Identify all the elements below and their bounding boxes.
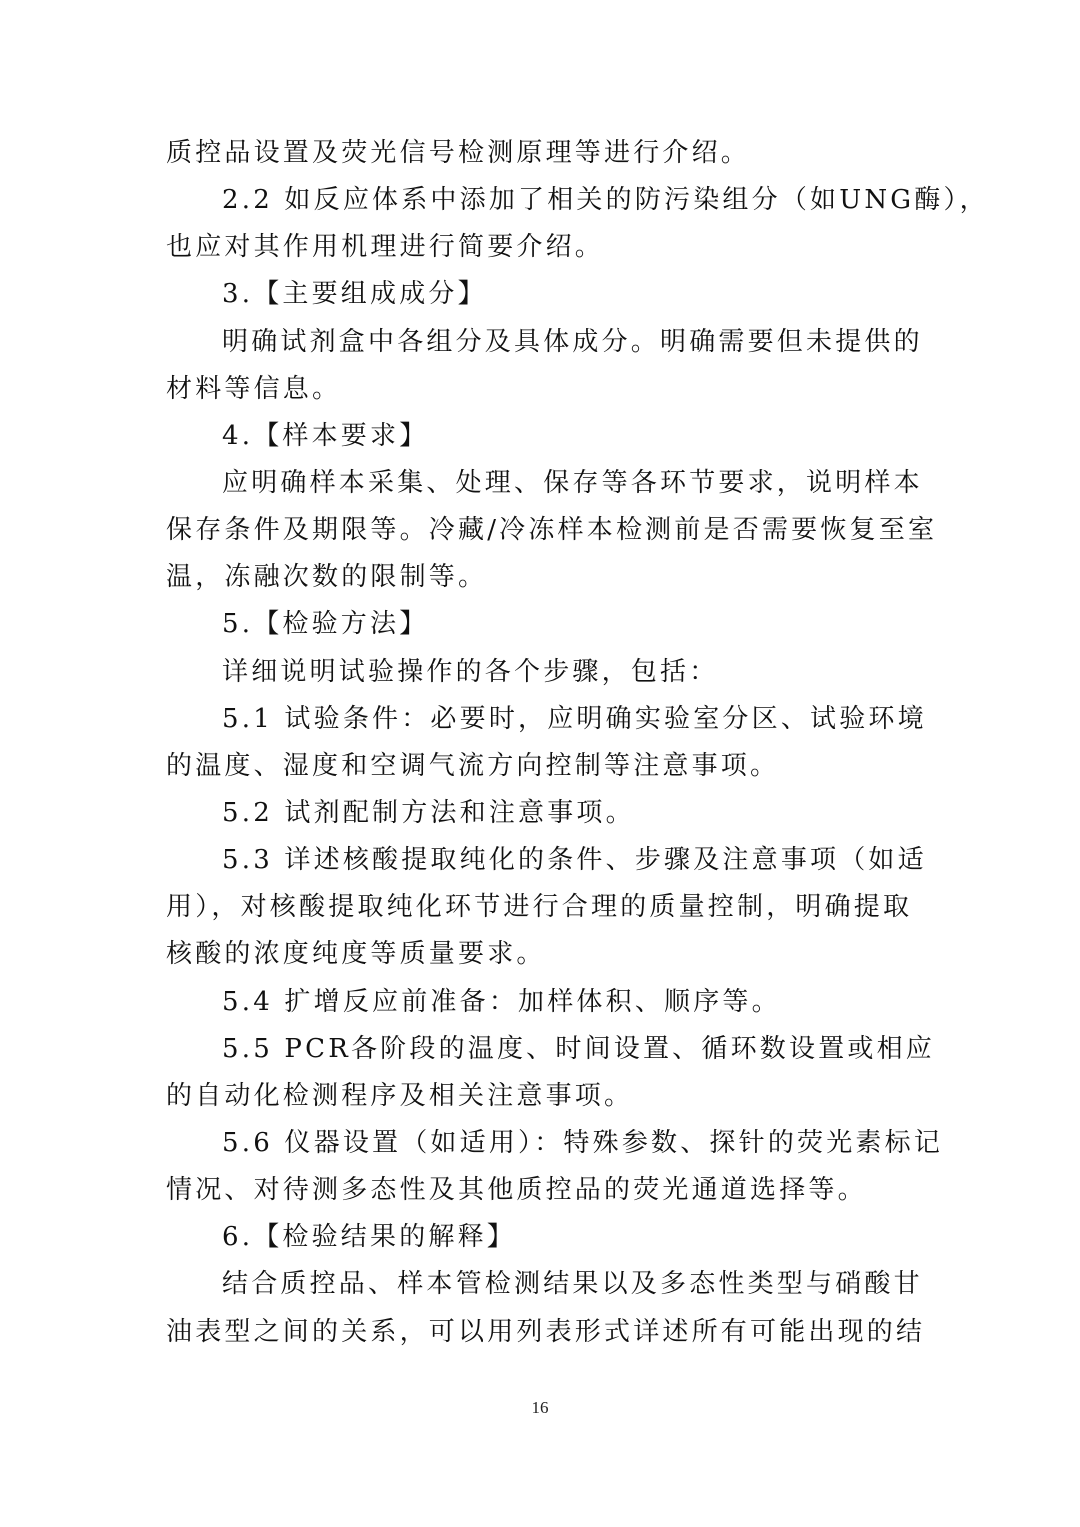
text-line: 油表型之间的关系，可以用列表形式详述所有可能出现的结 xyxy=(166,1316,926,1347)
text-line: 材料等信息。 xyxy=(166,373,342,404)
paragraph-5-1: 5.1 试验条件：必要时，应明确实验室分区、试验环境 xyxy=(222,703,927,734)
section-heading-6: 6.【检验结果的解释】 xyxy=(222,1222,517,1253)
paragraph-5-4: 5.4 扩增反应前准备：加样体积、顺序等。 xyxy=(222,986,781,1017)
page-number: 16 xyxy=(531,1398,549,1417)
paragraph-5: 详细说明试验操作的各个步骤，包括： xyxy=(222,656,719,687)
text-line: 质控品设置及荧光信号检测原理等进行介绍。 xyxy=(166,138,751,168)
text-line: 情况、对待测多态性及其他质控品的荧光通道选择等。 xyxy=(166,1175,867,1206)
paragraph-5-3: 5.3 详述核酸提取纯化的条件、步骤及注意事项（如适 xyxy=(222,845,927,876)
section-heading-5: 5.【检验方法】 xyxy=(222,609,429,640)
paragraph-5-6: 5.6 仪器设置（如适用）：特殊参数、探针的荧光素标记 xyxy=(222,1127,944,1158)
body-text xyxy=(166,130,989,1356)
text-line: 温，冻融次数的限制等。 xyxy=(166,562,488,593)
text-line: 核酸的浓度纯度等质量要求。 xyxy=(166,939,546,970)
paragraph-3: 明确试剂盒中各组分及具体成分。明确需要但未提供的 xyxy=(222,326,923,357)
paragraph-5-5: 5.5 PCR各阶段的温度、时间设置、循环数设置或相应 xyxy=(222,1033,935,1064)
paragraph-5-2: 5.2 试剂配制方法和注意事项。 xyxy=(222,797,635,828)
text-line: 用），对核酸提取纯化环节进行合理的质量控制，明确提取 xyxy=(166,892,913,923)
section-heading-3: 3.【主要组成成分】 xyxy=(222,279,487,310)
text-line: 保存条件及期限等。冷藏/冷冻样本检测前是否需要恢复至室 xyxy=(166,515,938,546)
paragraph-6: 结合质控品、样本管检测结果以及多态性类型与硝酸甘 xyxy=(222,1269,923,1300)
paragraph-2-2: 2.2 如反应体系中添加了相关的防污染组分（如UNG酶）， xyxy=(222,185,989,216)
text-line: 的自动化检测程序及相关注意事项。 xyxy=(166,1080,634,1111)
text-line: 也应对其作用机理进行简要介绍。 xyxy=(166,232,605,263)
text-line: 的温度、湿度和空调气流方向控制等注意事项。 xyxy=(166,750,780,781)
section-heading-4: 4.【样本要求】 xyxy=(222,420,429,451)
paragraph-4: 应明确样本采集、处理、保存等各环节要求，说明样本 xyxy=(222,467,923,498)
